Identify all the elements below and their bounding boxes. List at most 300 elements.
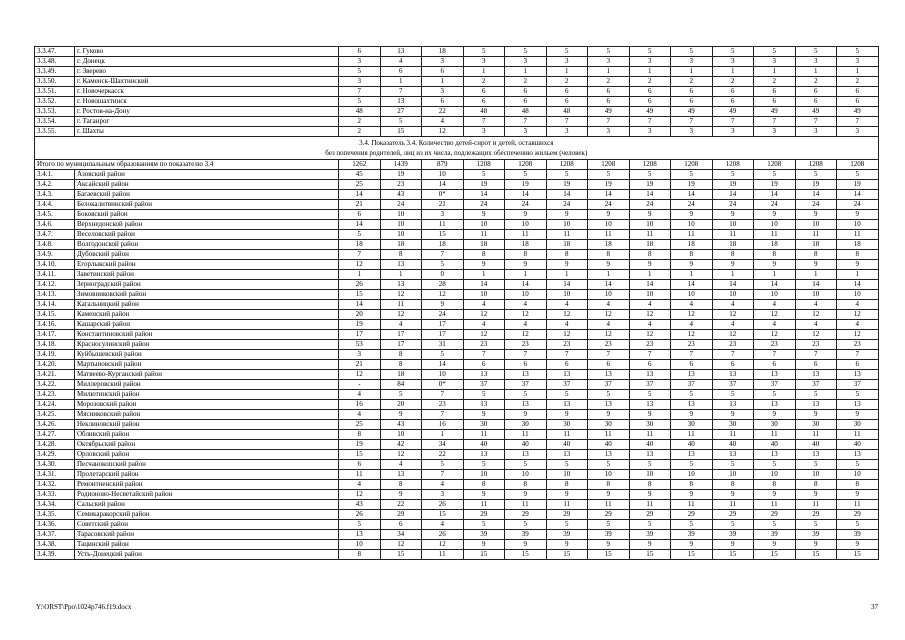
row-value: 9 <box>629 210 671 220</box>
row-value: 12 <box>795 310 837 320</box>
row-code: 3.4.1. <box>35 170 75 180</box>
row-value: 14 <box>339 300 381 310</box>
row-value: 30 <box>546 420 588 430</box>
row-code: 3.4.14. <box>35 300 75 310</box>
row-value: 8 <box>837 480 879 490</box>
row-value: 11 <box>629 230 671 240</box>
row-value: 3 <box>505 127 547 137</box>
row-name: г. Донецк <box>75 57 339 67</box>
row-value: 4 <box>380 320 422 330</box>
row-value: 19 <box>837 180 879 190</box>
row-value: 5 <box>546 47 588 57</box>
row-value: 3 <box>339 57 381 67</box>
row-value: 10 <box>505 220 547 230</box>
row-value: 37 <box>588 380 630 390</box>
row-value: 40 <box>505 440 547 450</box>
row-value: 9 <box>795 540 837 550</box>
row-value: 7 <box>422 250 464 260</box>
total-value: 1208 <box>837 160 879 170</box>
row-value: 3 <box>712 57 754 67</box>
row-value: 7 <box>629 117 671 127</box>
row-value: 1 <box>712 270 754 280</box>
row-value: 3 <box>422 490 464 500</box>
row-value: 13 <box>463 450 505 460</box>
row-value: 37 <box>712 380 754 390</box>
row-code: 3.4.10. <box>35 260 75 270</box>
row-value: 6 <box>505 97 547 107</box>
table-row <box>35 490 879 500</box>
row-value: 8 <box>629 250 671 260</box>
row-value: 28 <box>422 280 464 290</box>
row-name: Азовский район <box>75 170 339 180</box>
table-row <box>35 310 879 320</box>
row-value: 12 <box>380 450 422 460</box>
row-value: 5 <box>671 390 713 400</box>
row-value: 6 <box>505 360 547 370</box>
row-value: 9 <box>463 490 505 500</box>
row-code: 3.4.22. <box>35 380 75 390</box>
row-value: 23 <box>463 340 505 350</box>
row-value: 10 <box>380 230 422 240</box>
row-value: 14 <box>463 280 505 290</box>
row-value: 7 <box>754 117 796 127</box>
row-value: 30 <box>505 420 547 430</box>
row-value: 39 <box>795 530 837 540</box>
row-value: 0* <box>422 190 464 200</box>
row-value: 39 <box>712 530 754 540</box>
row-value: 10 <box>463 220 505 230</box>
row-value: 6 <box>671 87 713 97</box>
row-value: 7 <box>837 350 879 360</box>
row-value: 5 <box>712 460 754 470</box>
row-value: 13 <box>671 450 713 460</box>
row-code: 3.3.48. <box>35 57 75 67</box>
row-value: 24 <box>671 200 713 210</box>
row-value: 19 <box>380 170 422 180</box>
row-value: 18 <box>629 240 671 250</box>
row-value: 11 <box>795 500 837 510</box>
row-value: 10 <box>380 430 422 440</box>
row-value: 1 <box>463 270 505 280</box>
row-value: 2 <box>629 77 671 87</box>
row-value: 9 <box>795 410 837 420</box>
row-value: 48 <box>546 107 588 117</box>
row-value: 13 <box>588 400 630 410</box>
table-row <box>35 520 879 530</box>
row-name: Красносулинский район <box>75 340 339 350</box>
row-value: 5 <box>754 47 796 57</box>
row-value: 29 <box>671 510 713 520</box>
row-name: г. Новошахтинск <box>75 97 339 107</box>
row-value: 9 <box>712 260 754 270</box>
row-value: 40 <box>837 440 879 450</box>
row-code: 3.4.19. <box>35 350 75 360</box>
row-value: 12 <box>837 310 879 320</box>
row-value: 5 <box>588 520 630 530</box>
row-value: 5 <box>712 390 754 400</box>
row-value: 13 <box>463 400 505 410</box>
table-row <box>35 460 879 470</box>
row-value: 4 <box>795 320 837 330</box>
row-value: 3 <box>671 57 713 67</box>
row-value: 9 <box>588 260 630 270</box>
row-value: 14 <box>505 280 547 290</box>
row-value: 37 <box>795 380 837 390</box>
row-value: 18 <box>380 370 422 380</box>
row-value: 6 <box>339 47 381 57</box>
row-value: 5 <box>795 520 837 530</box>
total-value: 879 <box>422 160 464 170</box>
row-value: 6 <box>712 360 754 370</box>
row-value: 9 <box>505 490 547 500</box>
row-value: 18 <box>505 240 547 250</box>
row-code: 3.4.23. <box>35 390 75 400</box>
table-row <box>35 250 879 260</box>
row-value: 3 <box>422 210 464 220</box>
row-value: 8 <box>339 550 381 560</box>
row-value: 9 <box>505 410 547 420</box>
row-value: 24 <box>712 200 754 210</box>
row-value: 37 <box>837 380 879 390</box>
row-value: 13 <box>754 400 796 410</box>
row-name: г. Новочеркасск <box>75 87 339 97</box>
row-value: 13 <box>546 450 588 460</box>
row-value: 49 <box>671 107 713 117</box>
row-code: 3.4.4. <box>35 200 75 210</box>
row-value: 13 <box>795 400 837 410</box>
row-value: 14 <box>463 190 505 200</box>
row-value: 1 <box>795 67 837 77</box>
row-value: 15 <box>671 550 713 560</box>
table-row <box>35 380 879 390</box>
row-value: 29 <box>712 510 754 520</box>
row-value: 40 <box>712 440 754 450</box>
row-value: 8 <box>671 250 713 260</box>
row-value: 9 <box>380 490 422 500</box>
row-value: 10 <box>546 220 588 230</box>
row-value: 2 <box>754 77 796 87</box>
row-value: 6 <box>795 360 837 370</box>
row-value: 10 <box>671 220 713 230</box>
row-value: 17 <box>380 340 422 350</box>
row-value: 23 <box>588 340 630 350</box>
row-value: 4 <box>629 300 671 310</box>
row-value: 3 <box>629 57 671 67</box>
row-value: 13 <box>546 400 588 410</box>
row-value: 4 <box>588 300 630 310</box>
row-value: 7 <box>546 117 588 127</box>
total-value: 1208 <box>505 160 547 170</box>
row-value: 1 <box>505 270 547 280</box>
total-value: 1208 <box>671 160 713 170</box>
row-value: 13 <box>629 370 671 380</box>
row-value: 2 <box>795 77 837 87</box>
row-value: 11 <box>837 430 879 440</box>
row-value: 1 <box>837 270 879 280</box>
row-value: 11 <box>712 430 754 440</box>
row-value: 8 <box>795 250 837 260</box>
row-value: 5 <box>422 260 464 270</box>
row-value: 43 <box>380 420 422 430</box>
row-value: 5 <box>712 520 754 530</box>
row-value: 5 <box>795 460 837 470</box>
row-value: 1 <box>422 430 464 440</box>
row-value: 5 <box>671 170 713 180</box>
row-value: 7 <box>671 117 713 127</box>
row-value: 4 <box>712 300 754 310</box>
row-value: 15 <box>712 550 754 560</box>
row-value: 23 <box>422 400 464 410</box>
row-value: 5 <box>837 170 879 180</box>
row-value: 26 <box>422 500 464 510</box>
row-value: 5 <box>463 47 505 57</box>
row-value: 14 <box>505 190 547 200</box>
row-value: 25 <box>339 420 381 430</box>
row-value: 8 <box>339 430 381 440</box>
row-value: 29 <box>754 510 796 520</box>
row-value: 6 <box>546 87 588 97</box>
total-value: 1208 <box>588 160 630 170</box>
row-value: 7 <box>837 117 879 127</box>
row-value: 12 <box>671 330 713 340</box>
row-name: Багаевский район <box>75 190 339 200</box>
row-value: 30 <box>588 420 630 430</box>
row-value: 11 <box>671 500 713 510</box>
row-value: 12 <box>588 310 630 320</box>
row-value: 2 <box>671 77 713 87</box>
row-value: 4 <box>463 320 505 330</box>
table-row <box>35 87 879 97</box>
row-value: 24 <box>505 200 547 210</box>
row-value: 9 <box>588 210 630 220</box>
row-value: 3 <box>463 57 505 67</box>
row-value: 5 <box>546 390 588 400</box>
row-code: 3.4.12. <box>35 280 75 290</box>
row-value: 2 <box>546 77 588 87</box>
row-value: 1 <box>380 270 422 280</box>
row-value: 12 <box>629 330 671 340</box>
row-value: 11 <box>795 430 837 440</box>
row-value: 4 <box>795 300 837 310</box>
row-value: 5 <box>754 390 796 400</box>
row-value: 13 <box>505 400 547 410</box>
row-value: 6 <box>671 97 713 107</box>
row-value: 15 <box>422 230 464 240</box>
row-value: 18 <box>422 240 464 250</box>
row-code: 3.4.8. <box>35 240 75 250</box>
row-value: 1 <box>837 67 879 77</box>
row-value: 10 <box>588 220 630 230</box>
row-value: 10 <box>837 470 879 480</box>
row-value: 11 <box>629 500 671 510</box>
total-value: 1208 <box>629 160 671 170</box>
table-row <box>35 450 879 460</box>
row-value: 1 <box>795 270 837 280</box>
row-value: 10 <box>712 470 754 480</box>
row-value: 6 <box>339 460 381 470</box>
row-value: 10 <box>671 470 713 480</box>
row-value: 14 <box>795 190 837 200</box>
table-row <box>35 470 879 480</box>
row-value: 7 <box>546 350 588 360</box>
row-name: Кашарский район <box>75 320 339 330</box>
row-name: Волгодонской район <box>75 240 339 250</box>
row-value: 8 <box>629 480 671 490</box>
row-value: 23 <box>754 340 796 350</box>
row-value: 29 <box>588 510 630 520</box>
row-value: 5 <box>837 460 879 470</box>
row-value: 4 <box>837 300 879 310</box>
row-name: Мартыновский район <box>75 360 339 370</box>
row-name: Белокалитвинский район <box>75 200 339 210</box>
row-value: 3 <box>837 127 879 137</box>
row-value: 5 <box>505 460 547 470</box>
row-code: 3.4.27. <box>35 430 75 440</box>
row-value: 13 <box>712 450 754 460</box>
row-value: 6 <box>629 360 671 370</box>
table-row <box>35 47 879 57</box>
row-value: 39 <box>505 530 547 540</box>
row-value: 11 <box>795 230 837 240</box>
row-value: 30 <box>754 420 796 430</box>
row-value: 9 <box>671 260 713 270</box>
row-value: 9 <box>754 490 796 500</box>
row-value: 4 <box>837 320 879 330</box>
row-value: 29 <box>463 510 505 520</box>
row-value: 14 <box>588 280 630 290</box>
row-value: 5 <box>754 520 796 530</box>
total-label: Итого по муниципальным образованиям по показателю 3.4 <box>35 160 339 170</box>
row-value: 5 <box>339 97 381 107</box>
table-row <box>35 300 879 310</box>
row-value: 3 <box>712 127 754 137</box>
row-value: 5 <box>754 170 796 180</box>
row-value: 12 <box>422 290 464 300</box>
table-row <box>35 330 879 340</box>
row-value: 19 <box>754 180 796 190</box>
row-value: 49 <box>754 107 796 117</box>
row-value: 4 <box>463 300 505 310</box>
row-value: 37 <box>546 380 588 390</box>
row-name: Зерноградский район <box>75 280 339 290</box>
row-value: 5 <box>339 230 381 240</box>
row-name: г. Гуково <box>75 47 339 57</box>
row-value: 1 <box>422 77 464 87</box>
row-value: 19 <box>712 180 754 190</box>
row-value: 8 <box>588 480 630 490</box>
row-code: 3.4.31. <box>35 470 75 480</box>
row-code: 3.4.16. <box>35 320 75 330</box>
row-value: 12 <box>422 127 464 137</box>
row-value: 29 <box>629 510 671 520</box>
row-value: 11 <box>629 430 671 440</box>
row-value: 6 <box>380 520 422 530</box>
row-value: 19 <box>339 320 381 330</box>
row-value: 3 <box>422 87 464 97</box>
row-value: 11 <box>422 220 464 230</box>
row-value: 13 <box>671 370 713 380</box>
row-value: 1 <box>546 67 588 77</box>
row-value: 15 <box>837 550 879 560</box>
row-value: 37 <box>463 380 505 390</box>
row-value: 4 <box>505 320 547 330</box>
row-name: Милютинский район <box>75 390 339 400</box>
row-code: 3.4.21. <box>35 370 75 380</box>
row-name: Егорлыкский район <box>75 260 339 270</box>
row-value: 48 <box>339 107 381 117</box>
total-row <box>35 160 879 170</box>
row-value: 26 <box>422 530 464 540</box>
row-value: 37 <box>671 380 713 390</box>
row-value: 18 <box>463 240 505 250</box>
row-value: 9 <box>837 410 879 420</box>
row-value: 34 <box>422 440 464 450</box>
row-value: 4 <box>339 390 381 400</box>
row-value: 8 <box>505 250 547 260</box>
row-value: 30 <box>712 420 754 430</box>
row-value: 30 <box>837 420 879 430</box>
row-value: 3 <box>795 127 837 137</box>
row-value: 11 <box>588 430 630 440</box>
row-value: 9 <box>671 210 713 220</box>
table-row <box>35 280 879 290</box>
file-path: Y:\ORST\Ppo\1024p746.f19.docx <box>36 603 132 611</box>
row-value: 14 <box>422 360 464 370</box>
row-value: 24 <box>837 200 879 210</box>
row-value: 13 <box>380 47 422 57</box>
row-value: 13 <box>380 97 422 107</box>
document-page <box>34 46 878 560</box>
row-value: 12 <box>422 540 464 550</box>
row-code: 3.3.49. <box>35 67 75 77</box>
total-value: 1208 <box>712 160 754 170</box>
row-value: 30 <box>795 420 837 430</box>
row-value: 8 <box>712 480 754 490</box>
row-value: 15 <box>754 550 796 560</box>
row-value: 6 <box>837 360 879 370</box>
row-value: 7 <box>463 350 505 360</box>
row-value: 9 <box>837 260 879 270</box>
row-value: 9 <box>795 210 837 220</box>
row-value: 12 <box>588 330 630 340</box>
row-code: 3.3.51. <box>35 87 75 97</box>
row-value: 7 <box>422 390 464 400</box>
row-value: 12 <box>339 490 381 500</box>
row-value: 9 <box>505 260 547 270</box>
row-value: 16 <box>422 420 464 430</box>
table-row <box>35 320 879 330</box>
row-value: 18 <box>380 240 422 250</box>
row-value: 9 <box>837 490 879 500</box>
row-name: Песчанокопский район <box>75 460 339 470</box>
row-value: 18 <box>588 240 630 250</box>
row-value: 4 <box>422 117 464 127</box>
row-value: 7 <box>588 350 630 360</box>
row-value: 3 <box>754 57 796 67</box>
row-value: 40 <box>629 440 671 450</box>
row-name: Аксайский район <box>75 180 339 190</box>
section-title-line2: без попечения родителей, лиц из их числа, подлежащих обеспечению жильем (человек) <box>325 149 588 157</box>
row-value: 21 <box>422 200 464 210</box>
row-value: 1 <box>588 270 630 280</box>
row-value: 11 <box>546 500 588 510</box>
row-value: 9 <box>546 210 588 220</box>
row-value: 5 <box>546 520 588 530</box>
row-value: 12 <box>629 310 671 320</box>
row-value: 6 <box>588 87 630 97</box>
row-value: 3 <box>546 57 588 67</box>
table-row <box>35 260 879 270</box>
